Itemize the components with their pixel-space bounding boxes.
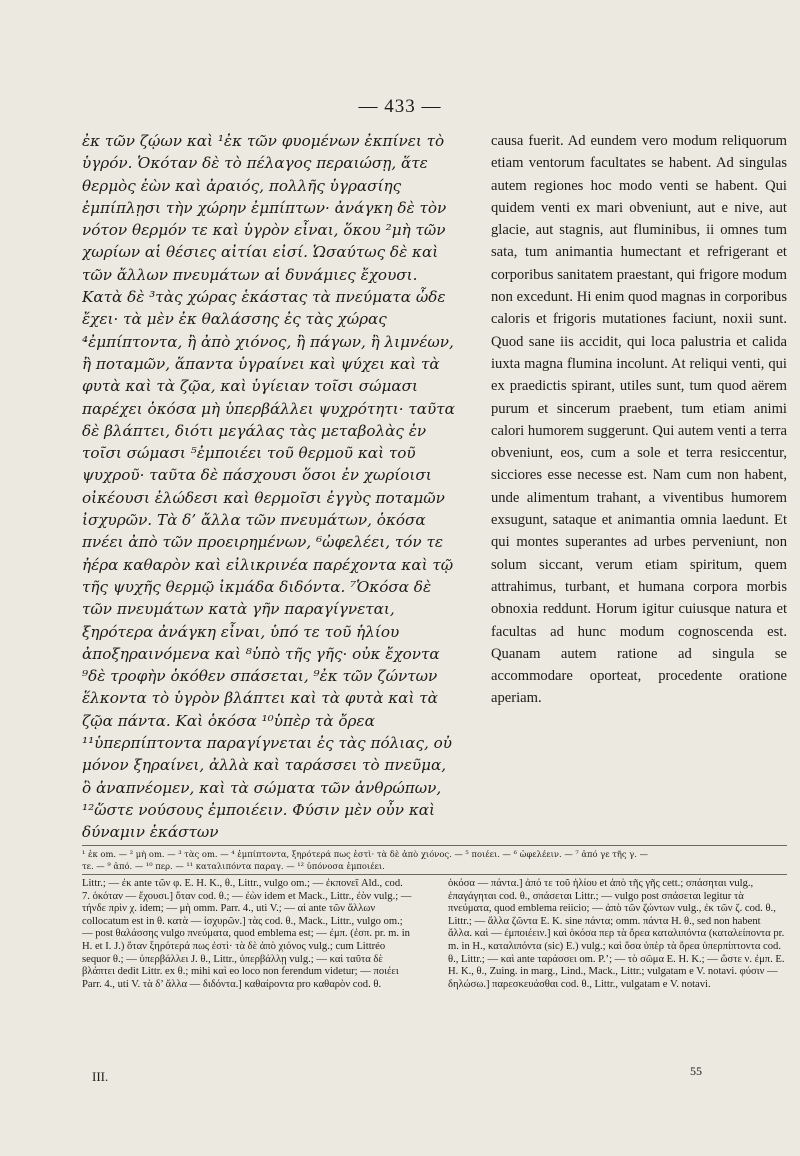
signature-mark: III. [92,1069,109,1084]
latin-text-column [491,130,787,842]
separator-rule [82,874,787,875]
notes-right-column [448,878,787,1068]
greek-paragraph: ἐκ τῶν ζῴων καὶ ¹ἐκ τῶν φυομένων ἐκπίνει τὸ ὑγρόν. Ὁκόταν δὲ τὸ πέλαγος περαιώσῃ, ἅτε θερμὸς ἐὼν καὶ ἀραιός, πολλῆς ὑγρασίης ἐμπίπλῃσι τὴν χώρην ἐμπίπτων· ἀνάγκη δὲ τὸν νότον θερμόν τε καὶ ὑγρὸν εἶναι, ὅκου ²μὴ τῶν χωρίων αἱ θέσιες αἰτίαι εἰσί. Ὡσαύτως δὲ καὶ τῶν ἄλλων πνευμάτων αἱ δυνάμιες ἔχουσι. Κατὰ δὲ ³τὰς χώρας ἑκάστας τὰ πνεύματα ὧδε ἔχει· τὰ μὲν ἐκ θαλάσσης ἐς τὰς χώρας ⁴ἐμπίπτοντα, ἢ ἀπὸ χιόνος, ἢ πάγων, ἢ λιμνέων, ἢ ποταμῶν, ἅπαντα ὑγραίνει καὶ ψύχει καὶ τὰ φυτὰ καὶ τὰ ζῷα, καὶ ὑγίειαν τοῖσι σώμασι παρέχει ὁκόσα μὴ ὑπερβάλλει ψυχρότητι· ταῦτα δὲ βλάπτει, διότι μεγάλας τὰς μεταβολὰς ἐν τοῖσι σώμασι ⁵ἐμποιέει τοῦ θερμοῦ καὶ τοῦ ψυχροῦ· ταῦτα δὲ πάσχουσι ὅσοι ἐν χωρίοισι οἰκέουσι ἑλώδεσι καὶ θερμοῖσι ἐγγὺς ποταμῶν ἰσχυρῶν. Τὰ δ’ ἄλλα τῶν πνευμάτων, ὁκόσα πνέει ἀπὸ τῶν προειρημένων, ⁶ὠφελέει, τόν τε ἠέρα καθαρὸν καὶ εἰλικρινέα παρέχοντα καὶ τῷ τῆς ψυχῆς θερμῷ ἰκμάδα διδόντα. ⁷Ὁκόσα δὲ τῶν πνευμάτων κατὰ γῆν παραγίγνεται, ξηρότερα ἀνάγκη εἶναι, ὑπό τε τοῦ ἡλίου ἀποξηραινόμενα καὶ ⁸ὑπὸ τῆς γῆς· οὐκ ἔχοντα ⁹δὲ τροφὴν ὁκόθεν σπάσεται, ⁹ἐκ τῶν ζώντων ἕλκοντα τὸ ὑγρὸν βλάπτει καὶ τὰ φυτὰ καὶ τὰ ζῷα πάντα. Καὶ ὁκόσα ¹⁰ὑπὲρ τὰ ὄρεα ¹¹ὑπερπίπτοντα παραγίγνεται ἐς τὰς πόλιας, οὐ μόνον ξηραίνει, ἀλλὰ καὶ ταράσσει τὸ πνεῦμα, ὃ ἀναπνέομεν, καὶ τὰ σώματα τῶν ἀνθρώπων, ¹²ὥστε νούσους ἐμποιέειν. Φύσιν μὲν οὖν καὶ δύναμιν ἑκάστων [82,132,455,842]
apparatus-line: τε. — ⁹ ἀπό. — ¹⁰ περ. — ¹¹ καταλιπόντα παραγ. — ¹² ὑπόνοσα ἐμποιέει. [82,861,385,871]
notes-left-column [82,878,412,1068]
critical-apparatus [82,848,787,872]
latin-paragraph: causa fuerit. Ad eundem vero modum reliquorum etiam ventorum facultates se habent. Ad singulas autem regiones hoc modo venti se habent. Qui quidem venti ex mari obveniunt, aut e nive, aut glacie, aut stagnis, aut fluminibus, ii omnes tum sata, tum animantia humectant et refrigerant et corporibus sanitatem praestant, qui frigore modum non excedunt. Hi enim quod magnas in corporibus caloris et frigoris mutationes faciunt, noxii sunt. Quod sane iis accidit, qui loca palustria et calida iuxta magna flumina incolunt. At reliqui venti, qui ex praedictis spirant, utiles sunt, tum quod aërem purum et sincerum praebent, tum etiam animi calori humorem suggerunt. Qui autem venti a terra obveniunt, eos, cum a sole et terra resiccentur, sicciores esse necesse est. Nam cum non habent, unde alimentum trahant, a viventibus humorem exsugunt, sataque et animantia omnia laedunt. Et qui montes superantes ad urbes perveniunt, non solum siccant, verum etiam spiritum, quem attrahimus, turbant, et humana corpora morbis obnoxia reddunt. Horum igitur cuiusque natura et facultas ad hunc modum cognoscenda est. Quanam autem ratione ad singula se accommodare oporteat, procedente oratione aperiam. [491,133,787,707]
greek-text-column [82,130,459,842]
notes-text: ὁκόσα — πάντα.] ἀπό τε τοῦ ἡλίου et ἀπὸ τῆς γῆς cett.; σπάσηται vulg., ἐπαγάγηται cod. θ., σπάσεται Littr.; — vulgo post σπάσεται legitur τὰ πνεύματα, quod emblema reiicio; — ἀπὸ τῶν ζώντων vulg., ἐκ τῶν ζ. cod. θ., Littr.; — ἄλλα ζῶντα E. K. sine πάντα; omm. πάντα H. θ., sed non habent ἄλλα. καὶ — ἐμποιέειν.] καὶ ὁκόσα περ τὰ ὄρεα καταλιπόντα (καταλείποντα pr. m. in H., καταλιπόντα (sic) E.) vulg.; καὶ ὅσα ὑπὲρ τὰ ὄρεα ὑπερπίπτοντα cod. θ., Littr.; — καὶ ante ταράσσει om. P.’; — τὸ σῶμα E. H. K.; — ὥστε ν. ἐμπ. E. H. K., θ., Zuing. in marg., Lind., Mack., Littr.; vulgatam e V. notavi. φύσιν — δηλώσω.] παρεσκευάσθαι cod. θ., Littr., vulgatam e V. notavi. [448,878,785,990]
apparatus-line: ¹ ἐκ om. — ² μὴ om. — ³ τὰς om. — ⁴ ἐμπίπτοντα, ξηρότερά πως ἐστὶ· τὰ δὲ ἀπὸ χιόνος. — ⁵ ποιέει. — ⁶ ὠφελέειν. — ⁷ ἀπό γε τῆς γ. — [82,849,648,859]
notes-text: Littr.; — ἐκ ante τῶν φ. E. H. K., θ., Littr., vulgo om.; — ἐκπονεῖ Ald., cod. 7. ὁκόταν — ἔχουσι.] ὅταν cod. θ.; — ἐὼν idem et Mack., Littr., ἐὸν vulg.; — τήνδε πρὶν χ. idem; — μὴ omm. Parr. 4., uti V.; — αἱ ante τῶν ἄλλων collocatum est in θ. κατὰ — ἰσχυρῶν.] τὰς cod. θ., Mack., Littr., vulgo om.; — post θαλάσσης vulgo πνεύματα, quod emblema est; — ἐμπ. (ἐσπ. pr. m. in H. et I. J.) ὅταν ξηρότερά πως ἐστὶ· τὰ δὲ ἀπὸ χιόνος vulg.; cum Littréo sequor θ.; — ὑπερβάλλει J. θ., Littr., ὑπερβάλλῃ vulg.; — καὶ ταῦτα δὲ βλάπτει dedit Littr. ex θ.; mihi καὶ eo loco non ferendum videtur; — ποιέει Parr. 4., uti V. τὰ δ’ ἄλλα — διδόντα.] καθαίροντα pro καθαρὸν cod. θ. [82,878,412,990]
page-number: — 433 — [358,96,442,117]
separator-rule [82,845,787,846]
sheet-number: 55 [690,1064,702,1078]
